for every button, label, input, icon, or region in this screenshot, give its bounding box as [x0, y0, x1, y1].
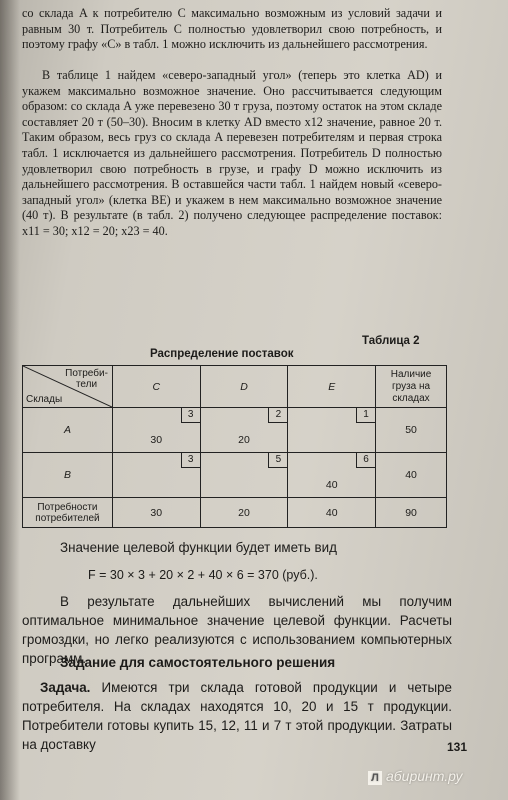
- table-title: Распределение поставок: [150, 348, 294, 360]
- cost-b-c: 3: [181, 453, 200, 468]
- cost-b-e: 6: [356, 453, 375, 468]
- conclusion-text: В результате дальнейших вычислений мы получим оптимальное минимальное значение целевой функции. Расчеты громоздки, но легко реализуются с использованием компьютерных программ.: [22, 594, 452, 666]
- header-col-e: E: [288, 366, 376, 408]
- page-gutter-shadow: [0, 0, 20, 800]
- cost-b-d: 5: [268, 453, 287, 468]
- cost-a-c: 3: [181, 408, 200, 423]
- needs-total: 90: [376, 498, 447, 528]
- stock-a: 50: [376, 408, 447, 453]
- distribution-table: [22, 365, 447, 528]
- table-label: Таблица 2: [362, 335, 420, 347]
- objective-intro: Значение целевой функции будет иметь вид: [60, 540, 337, 555]
- amount-a-c: 30: [150, 434, 163, 446]
- row-label-b: B: [23, 453, 113, 498]
- table-header-row: [23, 366, 447, 408]
- table-row-a: [23, 408, 447, 453]
- cell-a-e: [288, 408, 376, 453]
- table-needs-row: [23, 498, 447, 528]
- amount-b-e: 40: [325, 479, 338, 491]
- header-col-c: C: [112, 366, 200, 408]
- section-heading: Задание для самостоятельного решения: [60, 655, 336, 670]
- header-stock: Наличие груза на складах: [376, 366, 447, 408]
- amount-a-d: 20: [238, 434, 250, 446]
- header-consumers-label: Потреби- тели: [65, 368, 108, 390]
- task-text: Имеются три склада готовой продукции и четыре потребителя. На складах находятся 10, 20 и 15 т продукции. Потребители готовы купить 15, 12, 11 и 7 т этой продукции. Затраты на доставку: [22, 680, 452, 752]
- watermark-text: абиринт.ру: [386, 768, 463, 784]
- page-number: 131: [447, 740, 468, 754]
- stock-b: 40: [376, 453, 447, 498]
- header-col-d: D: [200, 366, 288, 408]
- paragraph-1: со склада A к потребителю C максимально возможным из условий задачи и равным 30 т. Потребитель C полностью удовлетворил свою потребность, и поэтому графу «C» в табл. 1 можно исключить из дальнейшего рассмотрения.: [22, 6, 442, 52]
- watermark-badge: Л: [368, 771, 382, 785]
- header-diagonal-cell: [23, 366, 113, 408]
- paragraph-2: В таблице 1 найдем «северо-западный угол» (теперь это клетка AD) и укажем максимально возможное значение. Оно рассчитывается следующим образом: со склада A уже перевезено 30 т груза, поэтому остаток на этом складе составляет 20 т (50–30). Вносим в клетку AD вместо x12 значение, равное 20 т. Таким образом, весь груз со склада A перевезен потребителям и первая строка табл. 1 исключается из дальнейшего рассмотрения. Потребитель D полностью удовлетворил свою потребность в грузе, и графу D можно исключить из дальнейшего рассмотрения. В оставшейся части табл. 1 найдем новый «северо-западный угол» (клетка BE) и укажем в нем максимально возможное значение (40 т). В результате (в табл. 2) получено следующее распределение поставок: x11 = 30; x12 = 20; x23 = 40.: [22, 68, 442, 238]
- cell-b-d: [200, 453, 288, 498]
- row-label-a: A: [23, 408, 113, 453]
- needs-c: 30: [112, 498, 200, 528]
- cost-a-e: 1: [356, 408, 375, 423]
- needs-e: 40: [288, 498, 376, 528]
- task-label: Задача.: [40, 680, 91, 695]
- objective-formula: F = 30 × 3 + 20 × 2 + 40 × 6 = 370 (руб.).: [88, 568, 318, 582]
- cell-a-d: [200, 408, 288, 453]
- cell-a-c: [112, 408, 200, 453]
- task-paragraph: [22, 678, 452, 754]
- table-row-b: [23, 453, 447, 498]
- cell-b-c: [112, 453, 200, 498]
- needs-d: 20: [200, 498, 288, 528]
- header-warehouses-label: Склады: [26, 394, 63, 405]
- cost-a-d: 2: [268, 408, 287, 423]
- labirint-watermark: [368, 768, 462, 785]
- cell-b-e: [288, 453, 376, 498]
- needs-label: Потребности потребителей: [23, 498, 113, 528]
